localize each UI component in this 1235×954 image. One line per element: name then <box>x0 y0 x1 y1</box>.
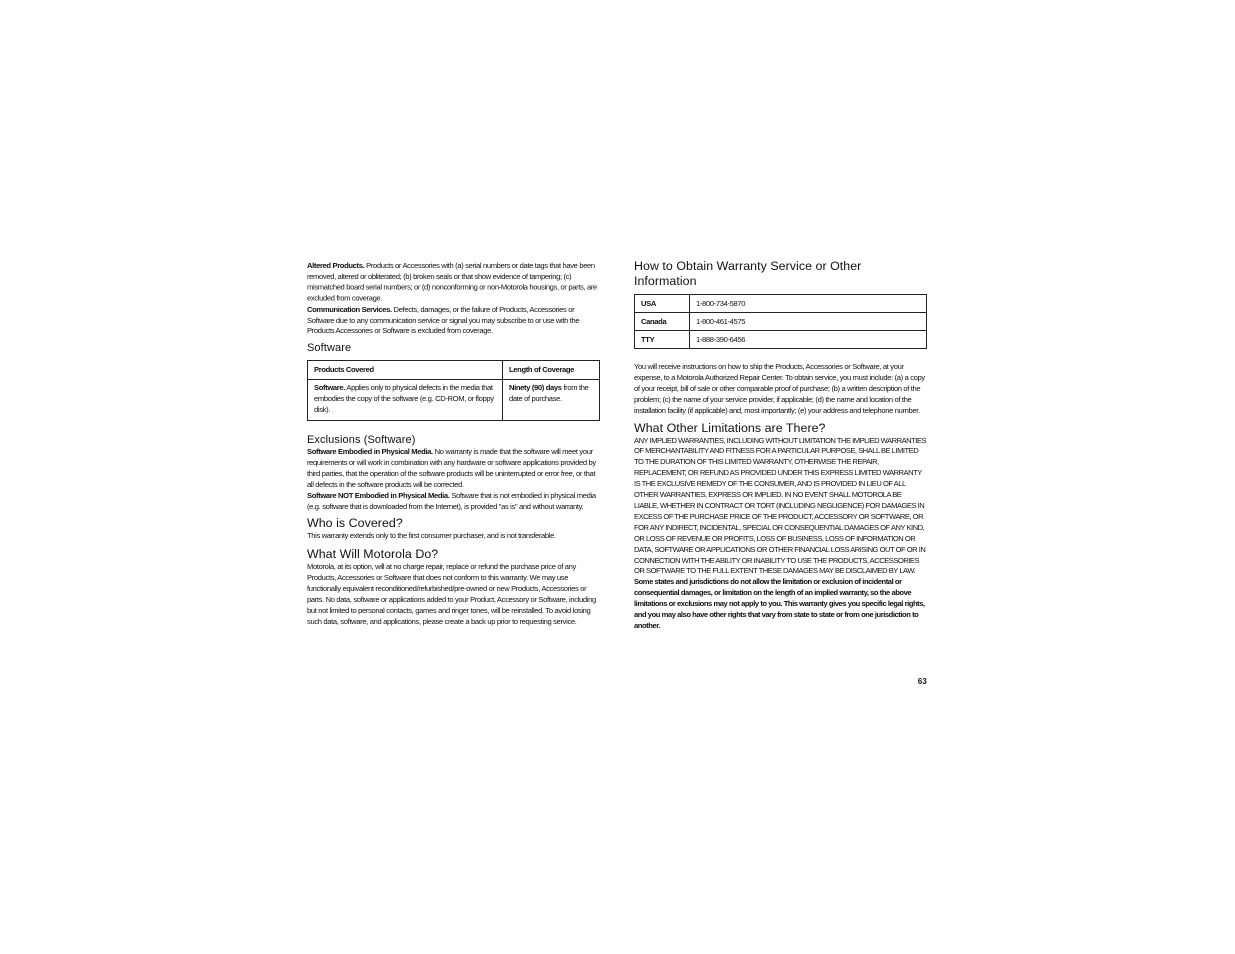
contact-number: 1-888-390-6456 <box>690 331 927 349</box>
altered-products-paragraph <box>307 261 600 304</box>
what-will-motorola-do-text: Motorola, at its option, will at no charge repair, replace or refund the purchase price of any Products, Accessories or Software that does not conform to this warranty. We may use functionally equivalent reconditioned/refurbished/pre-owned or new Products, Accessories or parts. No data, software or applications added to your Product, Accessory or Software, including but not limited to personal contacts, games and ringer tones, will be reinstalled. To avoid losing such data, software, and applications, please create a back up prior to requesting service. <box>307 562 596 626</box>
table-row <box>635 313 927 331</box>
software-coverage-table <box>307 360 600 421</box>
contact-label: USA <box>635 295 690 313</box>
altered-products-text: Products or Accessories with (a) serial numbers or date tags that have been removed, altered or obliterated; (b) broken seals or that show evidence of tampering; (c) mismatched board serial numbers; or (d) nonconforming or non-Motorola housings, or parts, are excluded from coverage. <box>307 261 597 303</box>
length-of-coverage-header: Length of Coverage <box>503 361 600 380</box>
limitations-text: ANY IMPLIED WARRANTIES, INCLUDING WITHOUT LIMITATION THE IMPLIED WARRANTIES OF MERCHANTABILITY AND FITNESS FOR A PARTICULAR PURPOSE, SHALL BE LIMITED TO THE DURATION OF THIS LIMITED WARRANTY, OTHERWISE THE REPAIR, REPLACEMENT, OR REFUND AS PROVIDED UNDER THIS EXPRESS LIMITED WARRANTY IS THE EXCLUSIVE REMEDY OF THE CONSUMER, AND IS PROVIDED IN LIEU OF ALL OTHER WARRANTIES, EXPRESS OR IMPLIED. IN NO EVENT SHALL MOTOROLA BE LIABLE, WHETHER IN CONTRACT OR TORT (INCLUDING NEGLIGENCE) FOR DAMAGES IN EXCESS OF THE PURCHASE PRICE OF THE PRODUCT, ACCESSORY OR SOFTWARE, OR FOR ANY INDIRECT, INCIDENTAL, SPECIAL OR CONSEQUENTIAL DAMAGES OF ANY KIND, OR LOSS OF REVENUE OR PROFITS, LOSS OF BUSINESS, LOSS OF INFORMATION OR DATA, SOFTWARE OR APPLICATIONS OR OTHER FINANCIAL LOSS ARISING OUT OF OR IN CONNECTION WITH THE ABILITY OR INABILITY TO USE THE PRODUCTS, ACCESSORIES OR SOFTWARE TO THE FULL EXTENT THESE DAMAGES MAY BE DISCLAIMED BY LAW. <box>634 435 927 576</box>
contact-label: TTY <box>635 331 690 349</box>
product-cell <box>308 380 503 421</box>
length-term: Ninety (90) days <box>509 383 562 393</box>
length-text: from the date of purchase. <box>509 383 589 404</box>
states-jurisdictions-text: Some states and jurisdictions do not allow the limitation or exclusion of incidental or consequential damages, or limitation on the length of an implied warranty, so the above limitations or exclusions may not apply to you. This warranty gives you specific legal rights, and you may also have other rights that vary from state to state or from one jurisdiction to another. <box>634 577 925 630</box>
embodied-paragraph <box>307 447 600 491</box>
not-embodied-paragraph <box>307 491 600 513</box>
product-term: Software. <box>314 383 346 393</box>
contact-label: Canada <box>635 313 690 331</box>
left-column <box>307 261 600 628</box>
who-is-covered-text: This warranty extends only to the first consumer purchaser, and is not transferable. <box>307 531 556 541</box>
communication-services-term: Communication Services. <box>307 304 392 314</box>
table-row <box>635 295 927 313</box>
page-number: 63 <box>917 677 927 686</box>
contact-number: 1-800-461-4575 <box>690 313 927 331</box>
limitations-heading: What Other Limitations are There? <box>634 420 826 435</box>
table-header-row <box>308 361 600 380</box>
table-row <box>308 380 600 421</box>
exclusions-heading: Exclusions (Software) <box>307 433 416 446</box>
software-heading: Software <box>307 342 352 355</box>
not-embodied-term: Software NOT Embodied in Physical Media. <box>307 490 450 500</box>
communication-services-text: Defects, damages, or the failure of Products, Accessories or Software due to any communication service or signal you may subscribe to or use with the Products Accessories or Software is excluded from coverage. <box>307 304 580 336</box>
table-row <box>635 331 927 349</box>
communication-services-paragraph <box>307 305 600 338</box>
what-will-motorola-do-heading: What Will Motorola Do? <box>307 547 439 562</box>
not-embodied-text: Software that is not embodied in physical media (e.g. software that is downloaded from the Internet), is provided "as is" and without warranty. <box>307 490 596 511</box>
embodied-term: Software Embodied in Physical Media. <box>307 446 433 456</box>
contact-table <box>634 294 927 349</box>
embodied-text: No warranty is made that the software will meet your requirements or will work in combination with any hardware or software applications provided by third parties, that the operation of the software products will be uninterrupted or error free, or that all defects in the software products will be corrected. <box>307 446 596 489</box>
length-cell <box>503 380 600 421</box>
contact-number: 1-800-734-5870 <box>690 295 927 313</box>
service-instructions-text: You will receive instructions on how to ship the Products, Accessories or Software, at your expense, to a Motorola Authorized Repair Center. To obtain service, you must include: (a) a copy of your receipt, bill of sale or other comparable proof of purchase; (b) a written description of the problem; (c) the name of your service provider, if applicable; (d) the name and location of the installation facility (if applicable) and, most importantly; (e) your address and telephone number. <box>634 362 925 415</box>
altered-products-term: Altered Products. <box>307 261 365 270</box>
who-is-covered-heading: Who is Covered? <box>307 516 403 531</box>
how-to-obtain-heading: How to Obtain Warranty Service or Other Information <box>634 259 862 288</box>
product-text: Applies only to physical defects in the media that embodies the copy of the software (e.g. CD-ROM, or floppy disk). <box>314 383 494 415</box>
right-column <box>634 259 927 632</box>
products-covered-header: Products Covered <box>308 361 503 380</box>
